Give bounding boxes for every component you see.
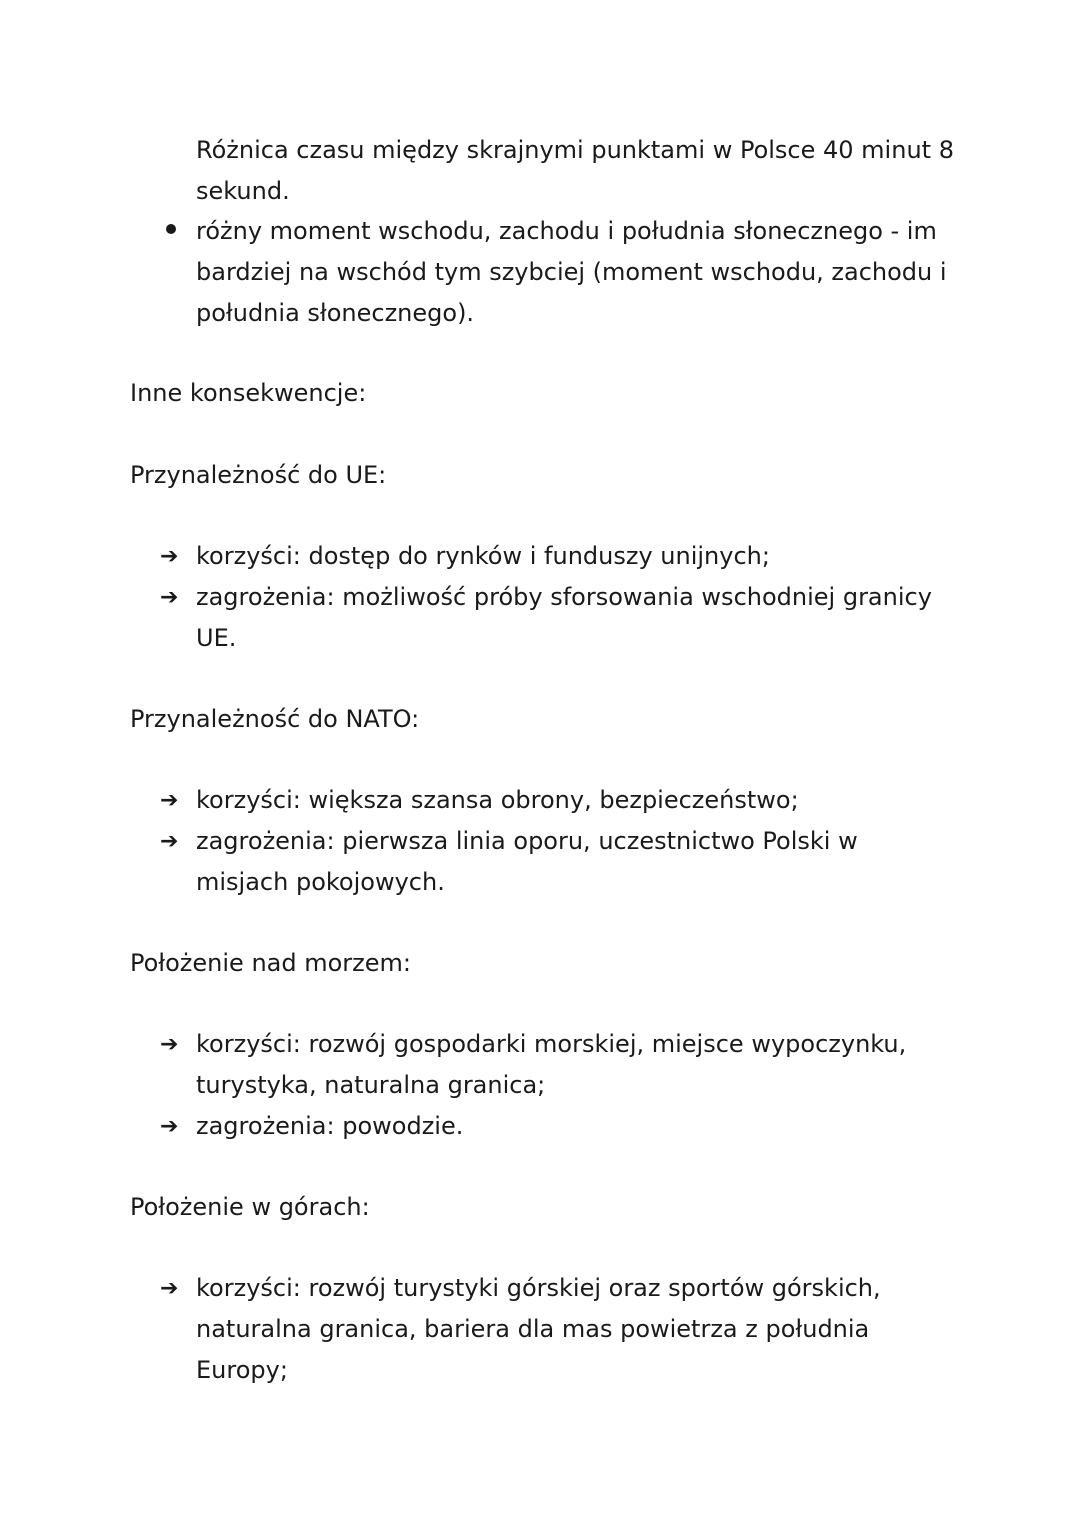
section-heading-inne: Inne konsekwencje: — [130, 379, 367, 407]
section-heading-morze: Położenie nad morzem: — [130, 949, 411, 977]
ue-threats-text: zagrożenia: możliwość próby sforsowania wschodniej granicy UE. — [196, 583, 932, 652]
time-difference-paragraph — [196, 130, 956, 212]
gory-benefits-text: korzyści: rozwój turystyki górskiej oraz sportów górskich, naturalna granica, bariera dla mas powietrza z południa Europy; — [196, 1274, 881, 1384]
arrow-right-icon: ➔ — [160, 544, 179, 569]
section-heading-ue: Przynależność do UE: — [130, 461, 387, 489]
arrow-right-icon: ➔ — [160, 585, 179, 610]
nato-benefits-text: korzyści: większa szansa obrony, bezpieczeństwo; — [196, 786, 799, 814]
time-difference-text: Różnica czasu między skrajnymi punktami w Polsce 40 minut 8 sekund. — [196, 136, 954, 205]
section-heading-nato: Przynależność do NATO: — [130, 705, 420, 733]
section-heading-gory: Położenie w górach: — [130, 1193, 370, 1221]
bullet-item-text: różny moment wschodu, zachodu i południa słonecznego - im bardziej na wschód tym szybciej (moment wschodu, zachodu i południa słonecznego). — [196, 217, 947, 327]
arrow-right-icon: ➔ — [160, 1276, 179, 1301]
nato-threats-text: zagrożenia: pierwsza linia oporu, uczestnictwo Polski w misjach pokojowych. — [196, 827, 858, 896]
bullet-dot-icon — [160, 211, 196, 252]
morze-threats-text: zagrożenia: powodzie. — [196, 1112, 464, 1140]
arrow-right-icon: ➔ — [160, 1032, 179, 1057]
arrow-right-icon: ➔ — [160, 829, 179, 854]
ue-benefits-text: korzyści: dostęp do rynków i funduszy unijnych; — [196, 542, 770, 570]
morze-benefits-text: korzyści: rozwój gospodarki morskiej, miejsce wypoczynku, turystyka, naturalna granica; — [196, 1030, 907, 1099]
arrow-right-icon: ➔ — [160, 1114, 179, 1139]
arrow-right-icon: ➔ — [160, 788, 179, 813]
